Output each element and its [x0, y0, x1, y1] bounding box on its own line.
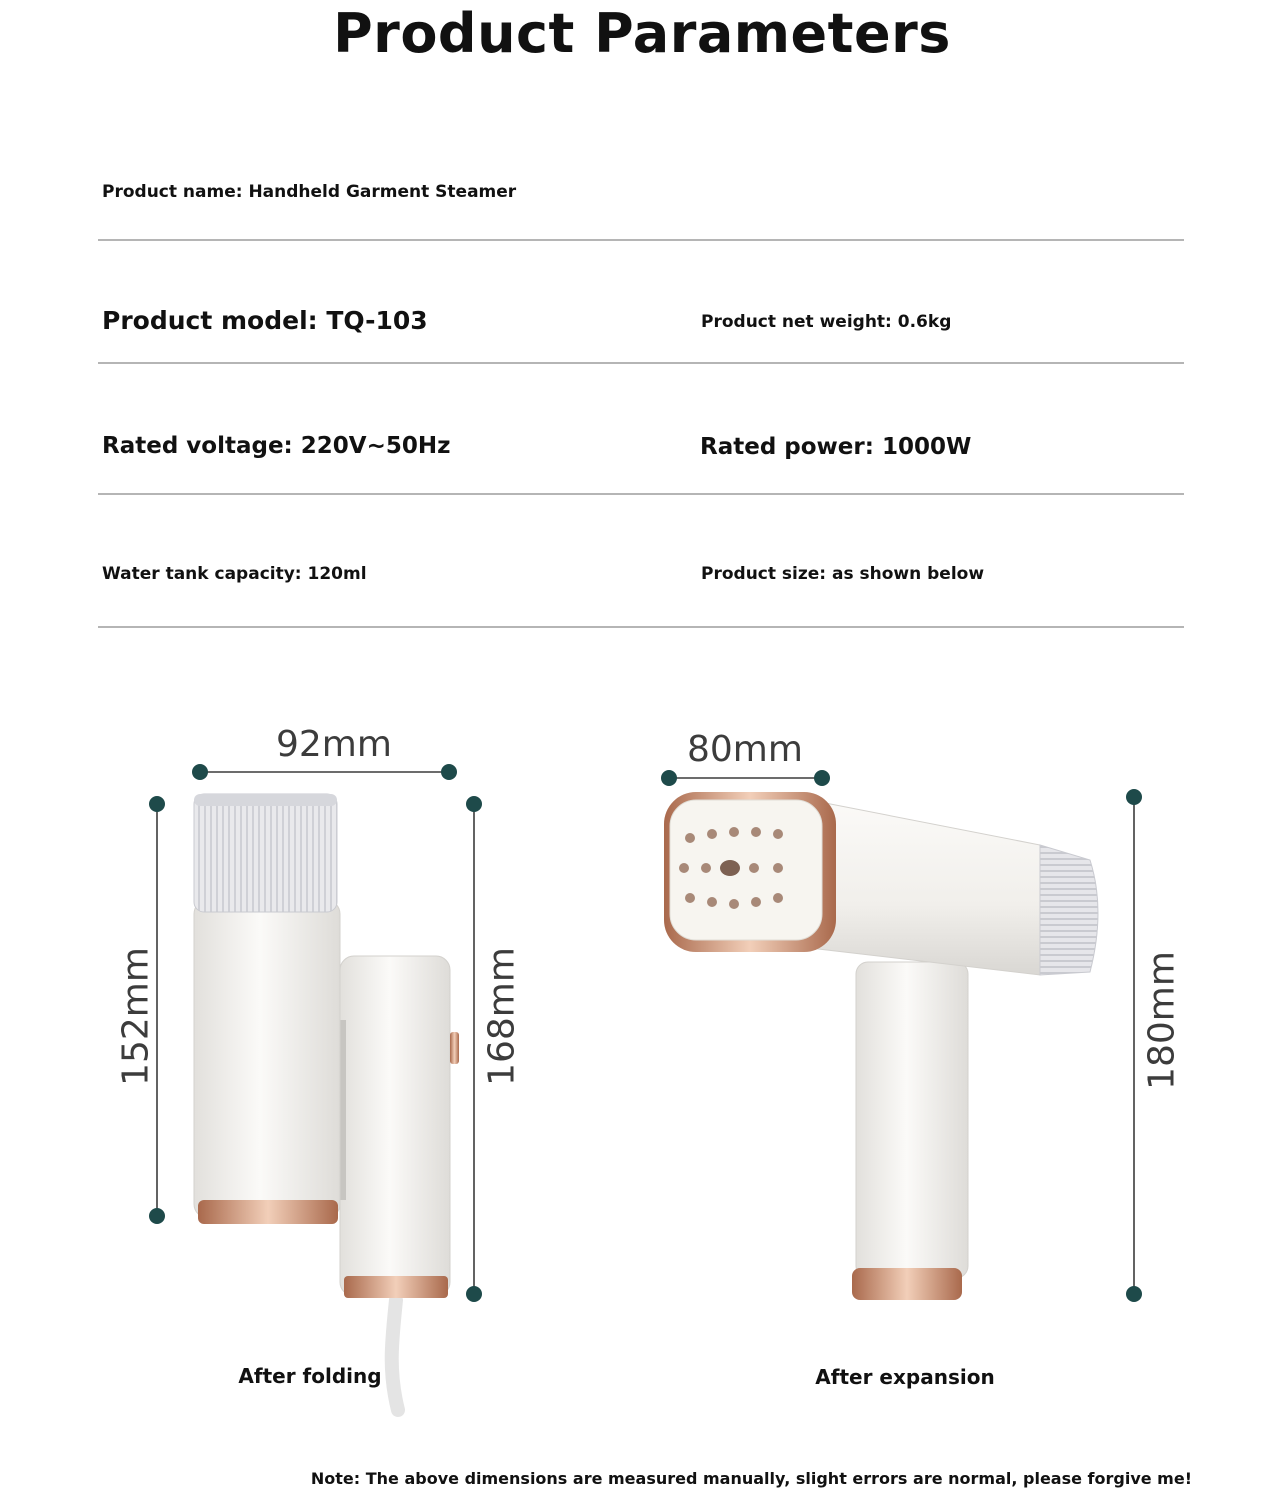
- folded-caption: After folding: [238, 1364, 382, 1388]
- product-model-text: Product model: TQ-103: [102, 306, 428, 335]
- tank-capacity-text: Water tank capacity: 120ml: [102, 564, 367, 584]
- rated-voltage-text: Rated voltage: 220V~50Hz: [102, 433, 451, 459]
- rated-power-text: Rated power: 1000W: [700, 434, 972, 460]
- page-title: Product Parameters: [333, 2, 951, 65]
- folded-width-label: 92mm: [276, 724, 392, 765]
- expanded-caption: After expansion: [815, 1365, 995, 1389]
- product-size-text: Product size: as shown below: [701, 564, 985, 584]
- expanded-steamer-image: [664, 792, 1098, 1300]
- folded-total-height-label: 168mm: [481, 947, 523, 1086]
- product-name-text: Product name: Handheld Garment Steamer: [102, 182, 517, 202]
- folded-body-height-label: 152mm: [115, 947, 157, 1086]
- expanded-height-label: 180mm: [1141, 951, 1183, 1090]
- expanded-head-width-label: 80mm: [687, 729, 803, 770]
- net-weight-text: Product net weight: 0.6kg: [701, 312, 952, 332]
- folded-steamer-image: [194, 794, 459, 1410]
- disclaimer-note: Note: The above dimensions are measured manually, slight errors are normal, please forgive me!: [310, 1469, 1192, 1488]
